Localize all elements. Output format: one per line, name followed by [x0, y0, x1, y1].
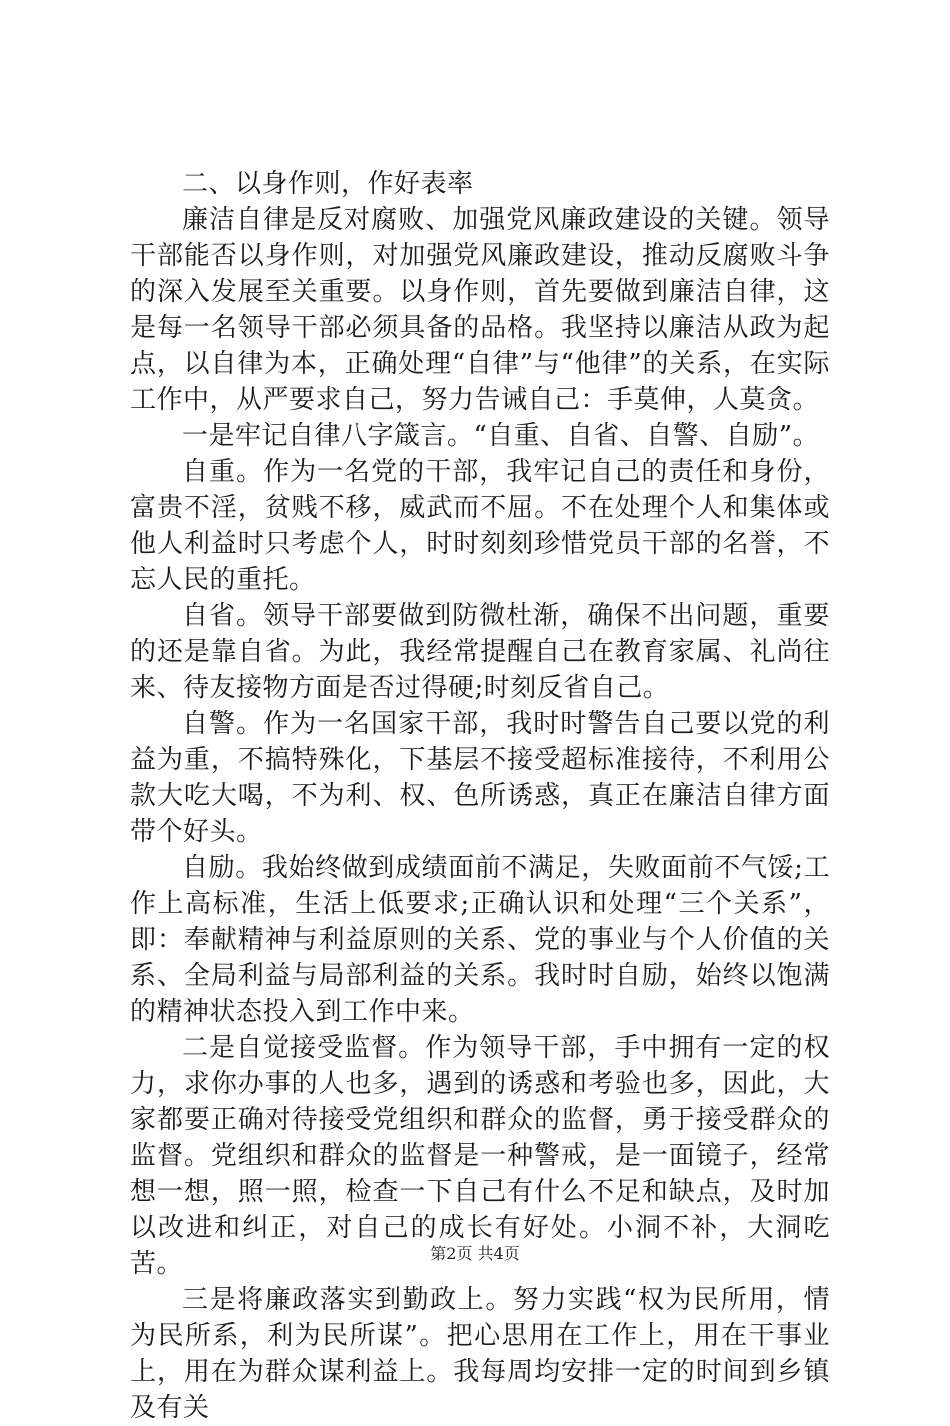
paragraph-self-alert: 自警。作为一名国家干部，我时时警告自己要以党的利益为重，不搞特殊化，下基层不接受超标准接待，不利用公款大吃大喝，不为利、权、色所诱惑，真正在廉洁自律方面带个好头。	[130, 709, 830, 847]
paragraph-point-three: 三是将廉政落实到勤政上。努力实践“权为民所用，情为民所系，利为民所谋”。把心思用在工作上，用在干事业上，用在为群众谋利益上。我每周均安排一定的时间到乡镇及有关	[130, 1285, 830, 1423]
paragraph-self-respect: 自重。作为一名党的干部，我牢记自己的责任和身份，富贵不淫，贫贱不移，威武而不屈。不在处理个人和集体或他人利益时只考虑个人，时时刻刻珍惜党员干部的名誉，不忘人民的重托。	[130, 457, 830, 595]
section-heading: 二、以身作则，作好表率	[182, 169, 474, 199]
paragraph-point-one: 一是牢记自律八字箴言。“自重、自省、自警、自励”。	[182, 421, 820, 451]
paragraph-intro: 廉洁自律是反对腐败、加强党风廉政建设的关键。领导干部能否以身作则，对加强党风廉政建设，推动反腐败斗争的深入发展至关重要。以身作则，首先要做到廉洁自律，这是每一名领导干部必须具备的品格。我坚持以廉洁从政为起点，以自律为本，正确处理“自律”与“他律”的关系，在实际工作中，从严要求自己，努力告诫自己：手莫伸，人莫贪。	[130, 205, 830, 415]
paragraph-self-reflection: 自省。领导干部要做到防微杜渐，确保不出问题，重要的还是靠自省。为此，我经常提醒自己在教育家属、礼尚往来、待友接物方面是否过得硬;时刻反省自己。	[130, 601, 830, 703]
paragraph-self-encouragement: 自励。我始终做到成绩面前不满足，失败面前不气馁;工作上高标准，生活上低要求;正确认识和处理“三个关系”，即：奉献精神与利益原则的关系、党的事业与个人价值的关系、全局利益与局部利益的关系。我时时自励，始终以饱满的精神状态投入到工作中来。	[130, 853, 830, 1027]
page-number-footer: 第2页 共4页	[430, 1244, 520, 1263]
document-body	[130, 166, 830, 1426]
paragraph-point-two: 二是自觉接受监督。作为领导干部，手中拥有一定的权力，求你办事的人也多，遇到的诱惑和考验也多，因此，大家都要正确对待接受党组织和群众的监督，勇于接受群众的监督。党组织和群众的监督是一种警戒，是一面镜子，经常想一想，照一照，检查一下自己有什么不足和缺点，及时加以改进和纠正，对自己的成长有好处。小洞不补，大洞吃苦。	[130, 1033, 830, 1279]
